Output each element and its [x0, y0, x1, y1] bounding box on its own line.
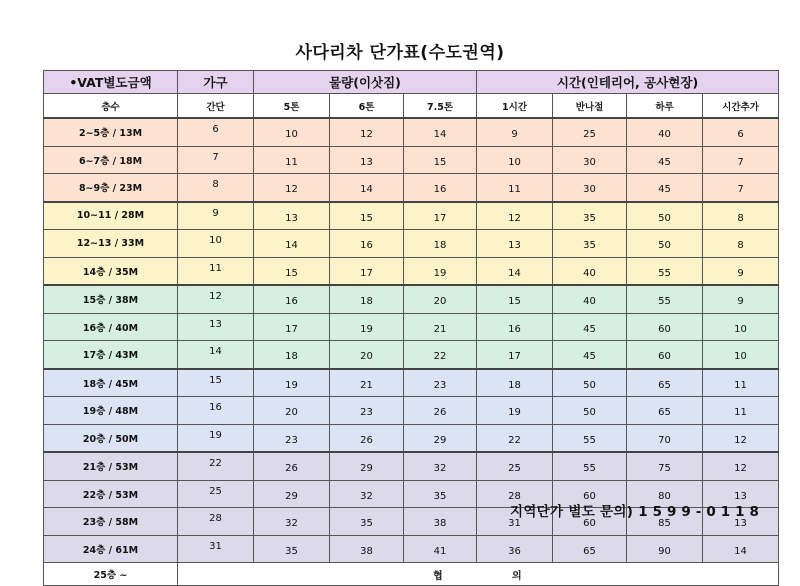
price-cell: 9: [703, 285, 779, 313]
table-row: [44, 452, 779, 480]
floor-cell: 23층 / 58M: [44, 508, 178, 536]
price-cell: 60: [627, 313, 703, 341]
price-cell: 28: [178, 508, 254, 536]
floor-cell: 20층 / 50M: [44, 424, 178, 452]
price-cell: 19: [178, 424, 254, 452]
price-cell: 13: [254, 202, 330, 230]
price-cell: 8: [703, 230, 779, 258]
price-cell: 7: [178, 146, 254, 174]
price-cell: 19: [254, 369, 330, 397]
price-cell: 40: [553, 257, 627, 285]
col-header: 하루: [627, 94, 703, 119]
floor-cell: 19층 / 48M: [44, 397, 178, 425]
price-cell: 12: [178, 285, 254, 313]
price-cell: 11: [178, 257, 254, 285]
price-cell: 38: [404, 508, 477, 536]
price-cell: 12: [254, 174, 330, 202]
price-cell: 22: [404, 341, 477, 369]
price-cell: 65: [627, 397, 703, 425]
floor-cell: 16층 / 40M: [44, 313, 178, 341]
price-cell: 45: [553, 313, 627, 341]
price-cell: 18: [330, 285, 404, 313]
price-cell: 7: [703, 174, 779, 202]
price-cell: 16: [404, 174, 477, 202]
col-header: 6톤: [330, 94, 404, 119]
contact-label: 지역단가 별도 문의): [510, 504, 634, 520]
table-row: [44, 341, 779, 369]
price-cell: 9: [477, 118, 553, 146]
price-cell: 50: [553, 369, 627, 397]
col-header: 1시간: [477, 94, 553, 119]
floor-cell: 2~5층 / 13M: [44, 118, 178, 146]
price-cell: 55: [553, 452, 627, 480]
price-cell: 38: [330, 535, 404, 563]
table-row: [44, 202, 779, 230]
floor-cell: 14층 / 35M: [44, 257, 178, 285]
price-cell: 12: [703, 424, 779, 452]
time-header: 시간(인테리어, 공사현장): [477, 71, 779, 94]
price-cell: 60: [553, 480, 627, 508]
vat-note: •VAT별도금액: [44, 71, 178, 94]
header-row-2: [44, 94, 779, 119]
price-cell: 6: [703, 118, 779, 146]
price-cell: 35: [404, 480, 477, 508]
table-row: [44, 285, 779, 313]
price-cell: 11: [254, 146, 330, 174]
price-cell: 26: [404, 397, 477, 425]
price-cell: 11: [477, 174, 553, 202]
contact-note: [510, 500, 764, 520]
price-cell: 70: [627, 424, 703, 452]
floor-cell: 8~9층 / 23M: [44, 174, 178, 202]
price-cell: 32: [404, 452, 477, 480]
price-cell: 32: [254, 508, 330, 536]
price-cell: 19: [404, 257, 477, 285]
price-cell: 19: [330, 313, 404, 341]
price-cell: 9: [703, 257, 779, 285]
price-cell: 18: [477, 369, 553, 397]
floor-cell: 18층 / 45M: [44, 369, 178, 397]
furniture-header: 가구: [178, 71, 254, 94]
price-cell: 17: [477, 341, 553, 369]
negotiable-text-2: 의: [512, 571, 522, 582]
price-cell: 45: [627, 146, 703, 174]
price-cell: 29: [404, 424, 477, 452]
price-cell: 28: [477, 480, 553, 508]
price-cell: 8: [703, 202, 779, 230]
price-cell: 18: [404, 230, 477, 258]
page-title: 사다리차 단가표(수도권역): [295, 43, 505, 63]
price-cell: 10: [703, 313, 779, 341]
price-cell: 35: [553, 202, 627, 230]
floor-cell: 6~7층 / 18M: [44, 146, 178, 174]
price-cell: 20: [330, 341, 404, 369]
price-cell: 55: [553, 424, 627, 452]
price-cell: 45: [627, 174, 703, 202]
price-cell: 29: [330, 452, 404, 480]
price-cell: 14: [404, 118, 477, 146]
contact-phone: 1599-0118: [638, 504, 764, 520]
table-row: [44, 257, 779, 285]
price-cell: 20: [404, 285, 477, 313]
price-cell: 17: [330, 257, 404, 285]
price-cell: 30: [553, 174, 627, 202]
floor-cell: 21층 / 53M: [44, 452, 178, 480]
price-cell: 16: [477, 313, 553, 341]
price-cell: 16: [178, 397, 254, 425]
table-row: [44, 313, 779, 341]
price-cell: 22: [178, 452, 254, 480]
price-cell: 90: [627, 535, 703, 563]
price-cell: 12: [477, 202, 553, 230]
price-cell: 50: [627, 230, 703, 258]
price-cell: 13: [703, 508, 779, 536]
price-cell: 13: [703, 480, 779, 508]
price-cell: 13: [178, 313, 254, 341]
price-cell: 14: [254, 230, 330, 258]
price-cell: 19: [477, 397, 553, 425]
price-cell: 20: [254, 397, 330, 425]
price-cell: 14: [330, 174, 404, 202]
price-cell: 8: [178, 174, 254, 202]
price-cell: 25: [553, 118, 627, 146]
price-cell: 11: [703, 369, 779, 397]
price-cell: 30: [553, 146, 627, 174]
price-cell: 15: [254, 257, 330, 285]
col-header: 반나절: [553, 94, 627, 119]
price-cell: 15: [404, 146, 477, 174]
price-cell: 6: [178, 118, 254, 146]
col-header: 간단: [178, 94, 254, 119]
price-cell: 15: [330, 202, 404, 230]
price-cell: 85: [627, 508, 703, 536]
volume-header: 물량(이삿짐): [254, 71, 477, 94]
price-cell: 21: [404, 313, 477, 341]
floor-cell: 24층 / 61M: [44, 535, 178, 563]
price-cell: 17: [404, 202, 477, 230]
table-row: [44, 535, 779, 563]
price-cell: 65: [553, 535, 627, 563]
price-cell: 10: [477, 146, 553, 174]
price-cell: 36: [477, 535, 553, 563]
price-cell: 65: [627, 369, 703, 397]
negotiable-text-1: 협: [433, 571, 443, 582]
floor-cell: 12~13 / 33M: [44, 230, 178, 258]
floor-cell: 25층 ~: [44, 563, 178, 586]
price-cell: 35: [254, 535, 330, 563]
col-header: 5톤: [254, 94, 330, 119]
price-cell: 15: [178, 369, 254, 397]
price-cell: 13: [330, 146, 404, 174]
price-cell: 60: [627, 341, 703, 369]
price-cell: 31: [178, 535, 254, 563]
price-cell: 14: [703, 535, 779, 563]
price-cell: 7: [703, 146, 779, 174]
price-cell: 55: [627, 285, 703, 313]
price-cell: 17: [254, 313, 330, 341]
table-row: [44, 424, 779, 452]
col-header: 7.5톤: [404, 94, 477, 119]
price-cell: 60: [553, 508, 627, 536]
table-row: [44, 397, 779, 425]
col-header: 층수: [44, 94, 178, 119]
price-cell: 11: [703, 397, 779, 425]
price-cell: 35: [553, 230, 627, 258]
table-row: [44, 230, 779, 258]
table-row: [44, 174, 779, 202]
price-cell: 40: [553, 285, 627, 313]
price-cell: 26: [254, 452, 330, 480]
price-cell: 29: [254, 480, 330, 508]
price-cell: 16: [330, 230, 404, 258]
price-cell: 23: [330, 397, 404, 425]
price-cell: 12: [330, 118, 404, 146]
col-header: 시간추가: [703, 94, 779, 119]
price-cell: 14: [477, 257, 553, 285]
table-row: [44, 369, 779, 397]
price-cell: 25: [477, 452, 553, 480]
price-cell: 22: [477, 424, 553, 452]
price-cell: 45: [553, 341, 627, 369]
floor-cell: 10~11 / 28M: [44, 202, 178, 230]
price-cell: 75: [627, 452, 703, 480]
price-cell: 10: [178, 230, 254, 258]
price-cell: 31: [477, 508, 553, 536]
price-cell: 40: [627, 118, 703, 146]
header-row-1: [44, 71, 779, 94]
price-cell: 23: [404, 369, 477, 397]
price-cell: 18: [254, 341, 330, 369]
price-cell: 13: [477, 230, 553, 258]
floor-cell: 15층 / 38M: [44, 285, 178, 313]
price-cell: 14: [178, 341, 254, 369]
price-cell: 21: [330, 369, 404, 397]
table-row: [44, 146, 779, 174]
price-cell: 50: [627, 202, 703, 230]
price-cell: 12: [703, 452, 779, 480]
price-cell: 15: [477, 285, 553, 313]
price-cell: 25: [178, 480, 254, 508]
price-cell: 35: [330, 508, 404, 536]
price-cell: 32: [330, 480, 404, 508]
price-cell: 41: [404, 535, 477, 563]
table-row: [44, 118, 779, 146]
floor-cell: 22층 / 53M: [44, 480, 178, 508]
price-cell: 10: [703, 341, 779, 369]
price-cell: 26: [330, 424, 404, 452]
price-cell: 9: [178, 202, 254, 230]
price-cell: 55: [627, 257, 703, 285]
price-cell: 50: [553, 397, 627, 425]
price-cell: 16: [254, 285, 330, 313]
price-cell: 10: [254, 118, 330, 146]
floor-cell: 17층 / 43M: [44, 341, 178, 369]
price-cell: 80: [627, 480, 703, 508]
price-cell: 23: [254, 424, 330, 452]
